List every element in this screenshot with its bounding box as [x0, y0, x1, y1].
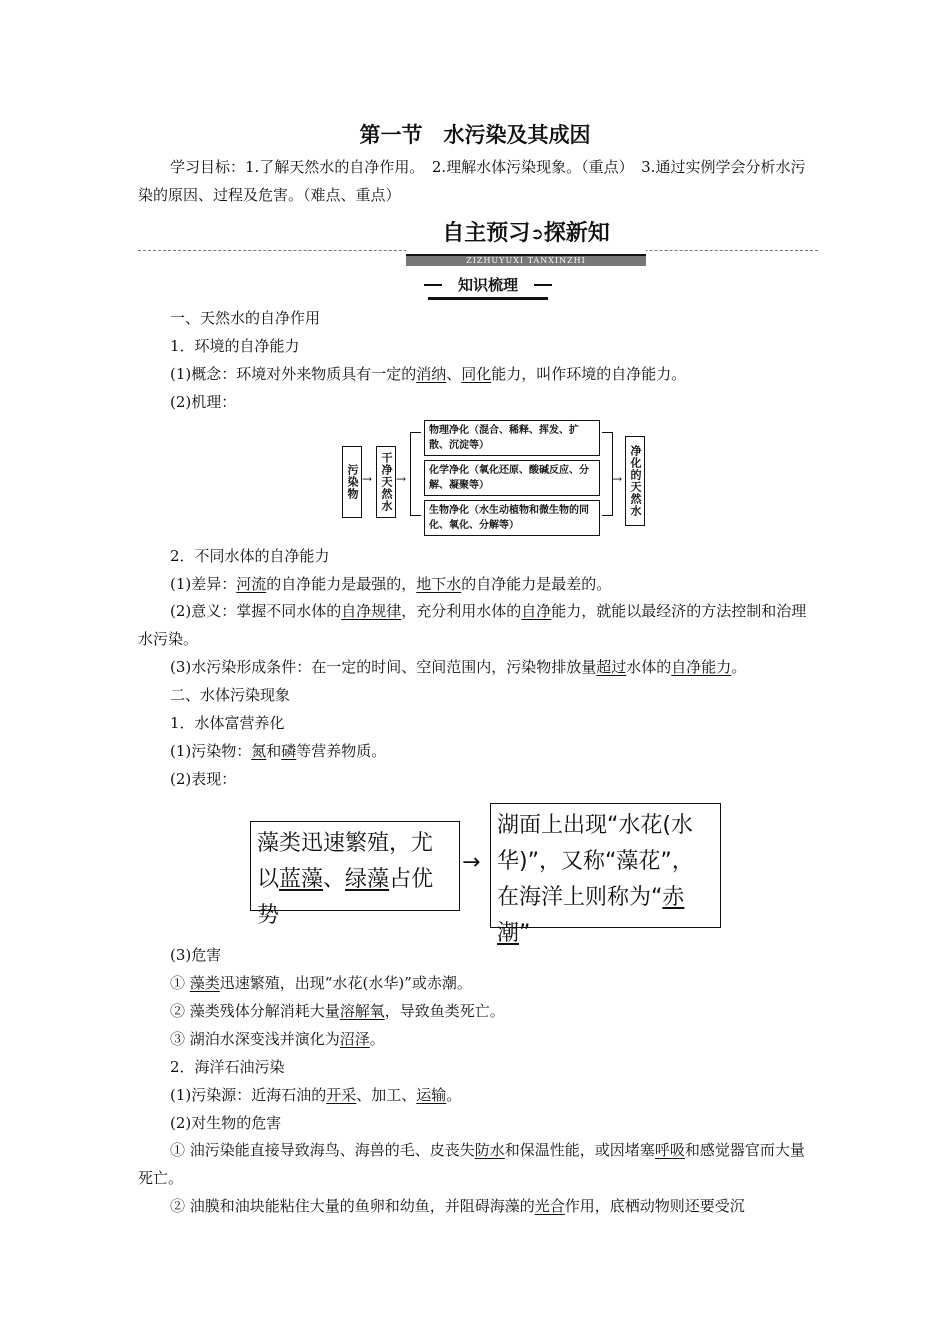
section-title-bar-left [424, 284, 442, 286]
text: 能力，就能以最经济的方法控制和治理水污染。 [138, 602, 807, 648]
answer: 开采 [326, 1086, 357, 1104]
banner-right: 探新知 [543, 221, 610, 246]
text: (1)差异： [170, 575, 237, 593]
answer: 自净 [521, 602, 552, 620]
heading-1: 一、天然水的自净作用 [170, 309, 321, 327]
mechanism-label: (2)机理： [170, 393, 237, 411]
diagram-right-box: 净化的天然水 [625, 436, 645, 526]
text: 的自净能力是最强的， [266, 575, 417, 593]
answer: 蓝藻 [279, 867, 324, 892]
concept-line [170, 362, 686, 386]
answer: 河流 [236, 575, 267, 593]
text: 。 [446, 1086, 462, 1104]
answer: 磷 [281, 742, 297, 760]
text: 、 [323, 867, 346, 892]
answer: 运输 [416, 1086, 447, 1104]
answer: 溶解氧 [339, 1002, 385, 1020]
text: ① 油污染能直接导致海鸟、海兽的毛、皮丧失 [170, 1141, 475, 1159]
learning-goals: 学习目标：1.了解天然水的自净作用。 2.理解水体污染现象。（重点） 3.通过实例学会分析水污染的原因、过程及危害。（难点、重点） [138, 158, 806, 204]
eutrophication-result-box [490, 803, 721, 946]
section-title-bar-right [534, 284, 552, 286]
text: 迅速繁殖，出现“水花(水华)”或赤潮。 [219, 974, 472, 992]
harm-2 [170, 999, 505, 1023]
diagram-item-2: 化学净化（氧化还原、酸碱反应、分解、凝聚等） [424, 460, 600, 496]
difference-line [170, 572, 611, 596]
banner-subtitle: ZIZHUYUXI TANXINZHI [406, 256, 646, 266]
oil-harm-1 [138, 1136, 818, 1192]
section-title [428, 274, 548, 296]
diagram-item-3: 生物净化（水生动植物和微生物的同化、氧化、分解等） [424, 500, 600, 536]
text: 和 [266, 742, 282, 760]
eutrophication-cause-box [250, 821, 460, 928]
answer: 呼吸 [654, 1141, 685, 1159]
text: ② 藻类残体分解消耗大量 [170, 1002, 340, 1020]
harm-3 [170, 1027, 385, 1051]
harm-1 [170, 971, 472, 995]
text: 。 [369, 1030, 385, 1048]
text: (1)污染源：近海石油的 [170, 1086, 327, 1104]
text: 作用，底栖动物则还要受沉 [564, 1197, 745, 1215]
answer: 沼泽 [339, 1030, 370, 1048]
text: ，充分利用水体的 [401, 602, 522, 620]
diagram-mid-box: 干净天然水 [376, 446, 396, 518]
text: ② 油膜和油块能粘住大量的鱼卵和幼鱼，并阻碍海藻的 [170, 1197, 535, 1215]
arrow-icon: → [362, 472, 373, 486]
banner-arrow-icon: ➲ [530, 224, 544, 243]
answer: 氮 [251, 742, 267, 760]
answer: 藻类 [189, 974, 220, 992]
text: 水体的 [626, 658, 672, 676]
heading-2: 二、水体污染现象 [170, 686, 291, 704]
answer: 消纳 [416, 365, 447, 383]
condition-line [170, 655, 746, 679]
diagram-left-box: 污染物 [342, 446, 362, 518]
answer: 自净规律 [341, 602, 402, 620]
text: 的自净能力是最差的。 [461, 575, 612, 593]
diagram-item-1: 物理净化（混合、稀释、挥发、扩散、沉淀等） [424, 420, 600, 456]
text: 、加工、 [356, 1086, 417, 1104]
text: 湖面上出现“水花(水华)”，又称“藻花”，在海洋上则称为“ [497, 813, 694, 910]
text: ” [519, 921, 531, 946]
heading-1-1: 1．环境的自净能力 [170, 337, 300, 355]
text: ，导致鱼类死亡。 [384, 1002, 505, 1020]
text: ③ 湖泊水深变浅并演化为 [170, 1030, 340, 1048]
text: (2)意义：掌握不同水体的 [170, 602, 342, 620]
source-line [170, 1083, 461, 1107]
text: 和感觉器官而大量死亡。 [138, 1141, 805, 1187]
text: 占优势 [257, 867, 434, 928]
arrow-icon: → [462, 850, 481, 875]
harm-label: (3)危害 [170, 946, 222, 964]
text: (1)污染物： [170, 742, 252, 760]
pollutant-line [170, 739, 386, 763]
heading-1-2: 2．不同水体的自净能力 [170, 547, 330, 565]
section-banner [138, 216, 818, 265]
answer: 同化 [461, 365, 492, 383]
banner-left: 自主预习 [442, 221, 531, 246]
meaning-paragraph [138, 597, 818, 653]
text: 能力，叫作环境的自净能力。 [491, 365, 687, 383]
section-title-text: 知识梳理 [457, 276, 518, 294]
heading-2-1: 1．水体富营养化 [170, 714, 285, 732]
text: 。 [731, 658, 747, 676]
heading-2-2: 2．海洋石油污染 [170, 1058, 285, 1076]
answer: 绿藻 [345, 867, 390, 892]
arrow-icon: → [396, 472, 407, 486]
answer: 赤潮 [497, 885, 685, 946]
answer: 光合 [534, 1197, 565, 1215]
show-label: (2)表现： [170, 770, 237, 788]
section-title-underline [428, 297, 548, 300]
mechanism-diagram [340, 420, 645, 531]
answer: 地下水 [416, 575, 462, 593]
answer: 自净能力 [671, 658, 732, 676]
oil-harm-2 [138, 1192, 818, 1220]
text: ① [170, 974, 190, 992]
text: (3)水污染形成条件：在一定的时间、空间范围内，污染物排放量 [170, 658, 597, 676]
text: 等营养物质。 [296, 742, 387, 760]
answer: 超过 [596, 658, 627, 676]
text: (1)概念：环境对外来物质具有一定的 [170, 365, 417, 383]
text: 藻类迅速繁殖，尤以 [257, 831, 434, 892]
bracket [410, 432, 421, 516]
text: 和保温性能，或因堵塞 [504, 1141, 655, 1159]
bio-harm-label: (2)对生物的危害 [170, 1114, 282, 1132]
page-title: 第一节 水污染及其成因 [359, 123, 591, 147]
banner-title [406, 220, 646, 260]
answer: 防水 [474, 1141, 505, 1159]
text: 、 [446, 365, 462, 383]
arrow-icon: → [612, 472, 623, 486]
